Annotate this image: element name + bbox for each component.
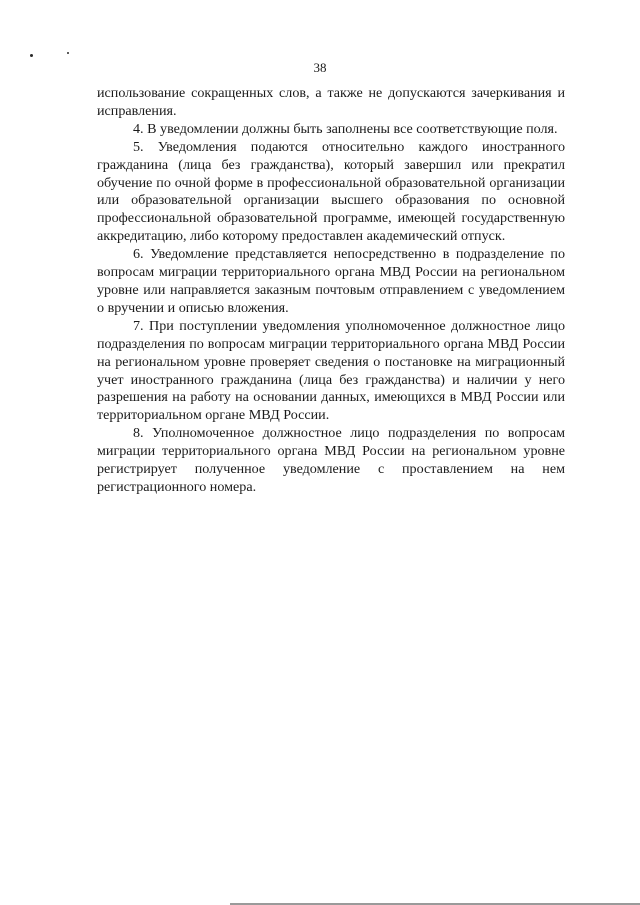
paragraph-continuation: использование сокращенных слов, а также не допускаются зачеркивания и исправления. — [97, 85, 565, 119]
paragraph-item-8: 8. Уполномоченное должностное лицо подразделения по вопросам миграции территориального органа МВД России на региональном уровне регистрирует полученное уведомление с проставлением на нем регистрационного номера. — [97, 425, 565, 495]
scan-speck — [67, 52, 69, 54]
paragraph-item-6: 6. Уведомление представляется непосредственно в подразделение по вопросам миграции территориального органа МВД России на региональном уровне или направляется заказным почтовым отправлением с уведомлением о вручении и описью вложения. — [97, 246, 565, 316]
paragraph-item-4: 4. В уведомлении должны быть заполнены все соответствующие поля. — [133, 120, 558, 137]
paragraph-item-7: 7. При поступлении уведомления уполномоченное должностное лицо подразделения по вопросам миграции территориального органа МВД России на региональном уровне проверяет сведения о постановке на миграционный учет иностранного гражданина (лица без гражданства) и наличии у него разрешения на работу на основании данных, имеющихся в МВД России или территориальном органе МВД России. — [97, 317, 565, 424]
page-number: 38 — [313, 60, 327, 75]
document-body — [97, 85, 565, 497]
paragraph-item-5: 5. Уведомления подаются относительно каждого иностранного гражданина (лица без гражданства), который завершил или прекратил обучение по очной форме в профессиональной образовательной организации или образовательной организации высшего образования по основной профессиональной образовательной программе, имеющей государственную аккредитацию, либо которому предоставлен академический отпуск. — [97, 138, 565, 245]
scan-speck — [30, 54, 33, 57]
